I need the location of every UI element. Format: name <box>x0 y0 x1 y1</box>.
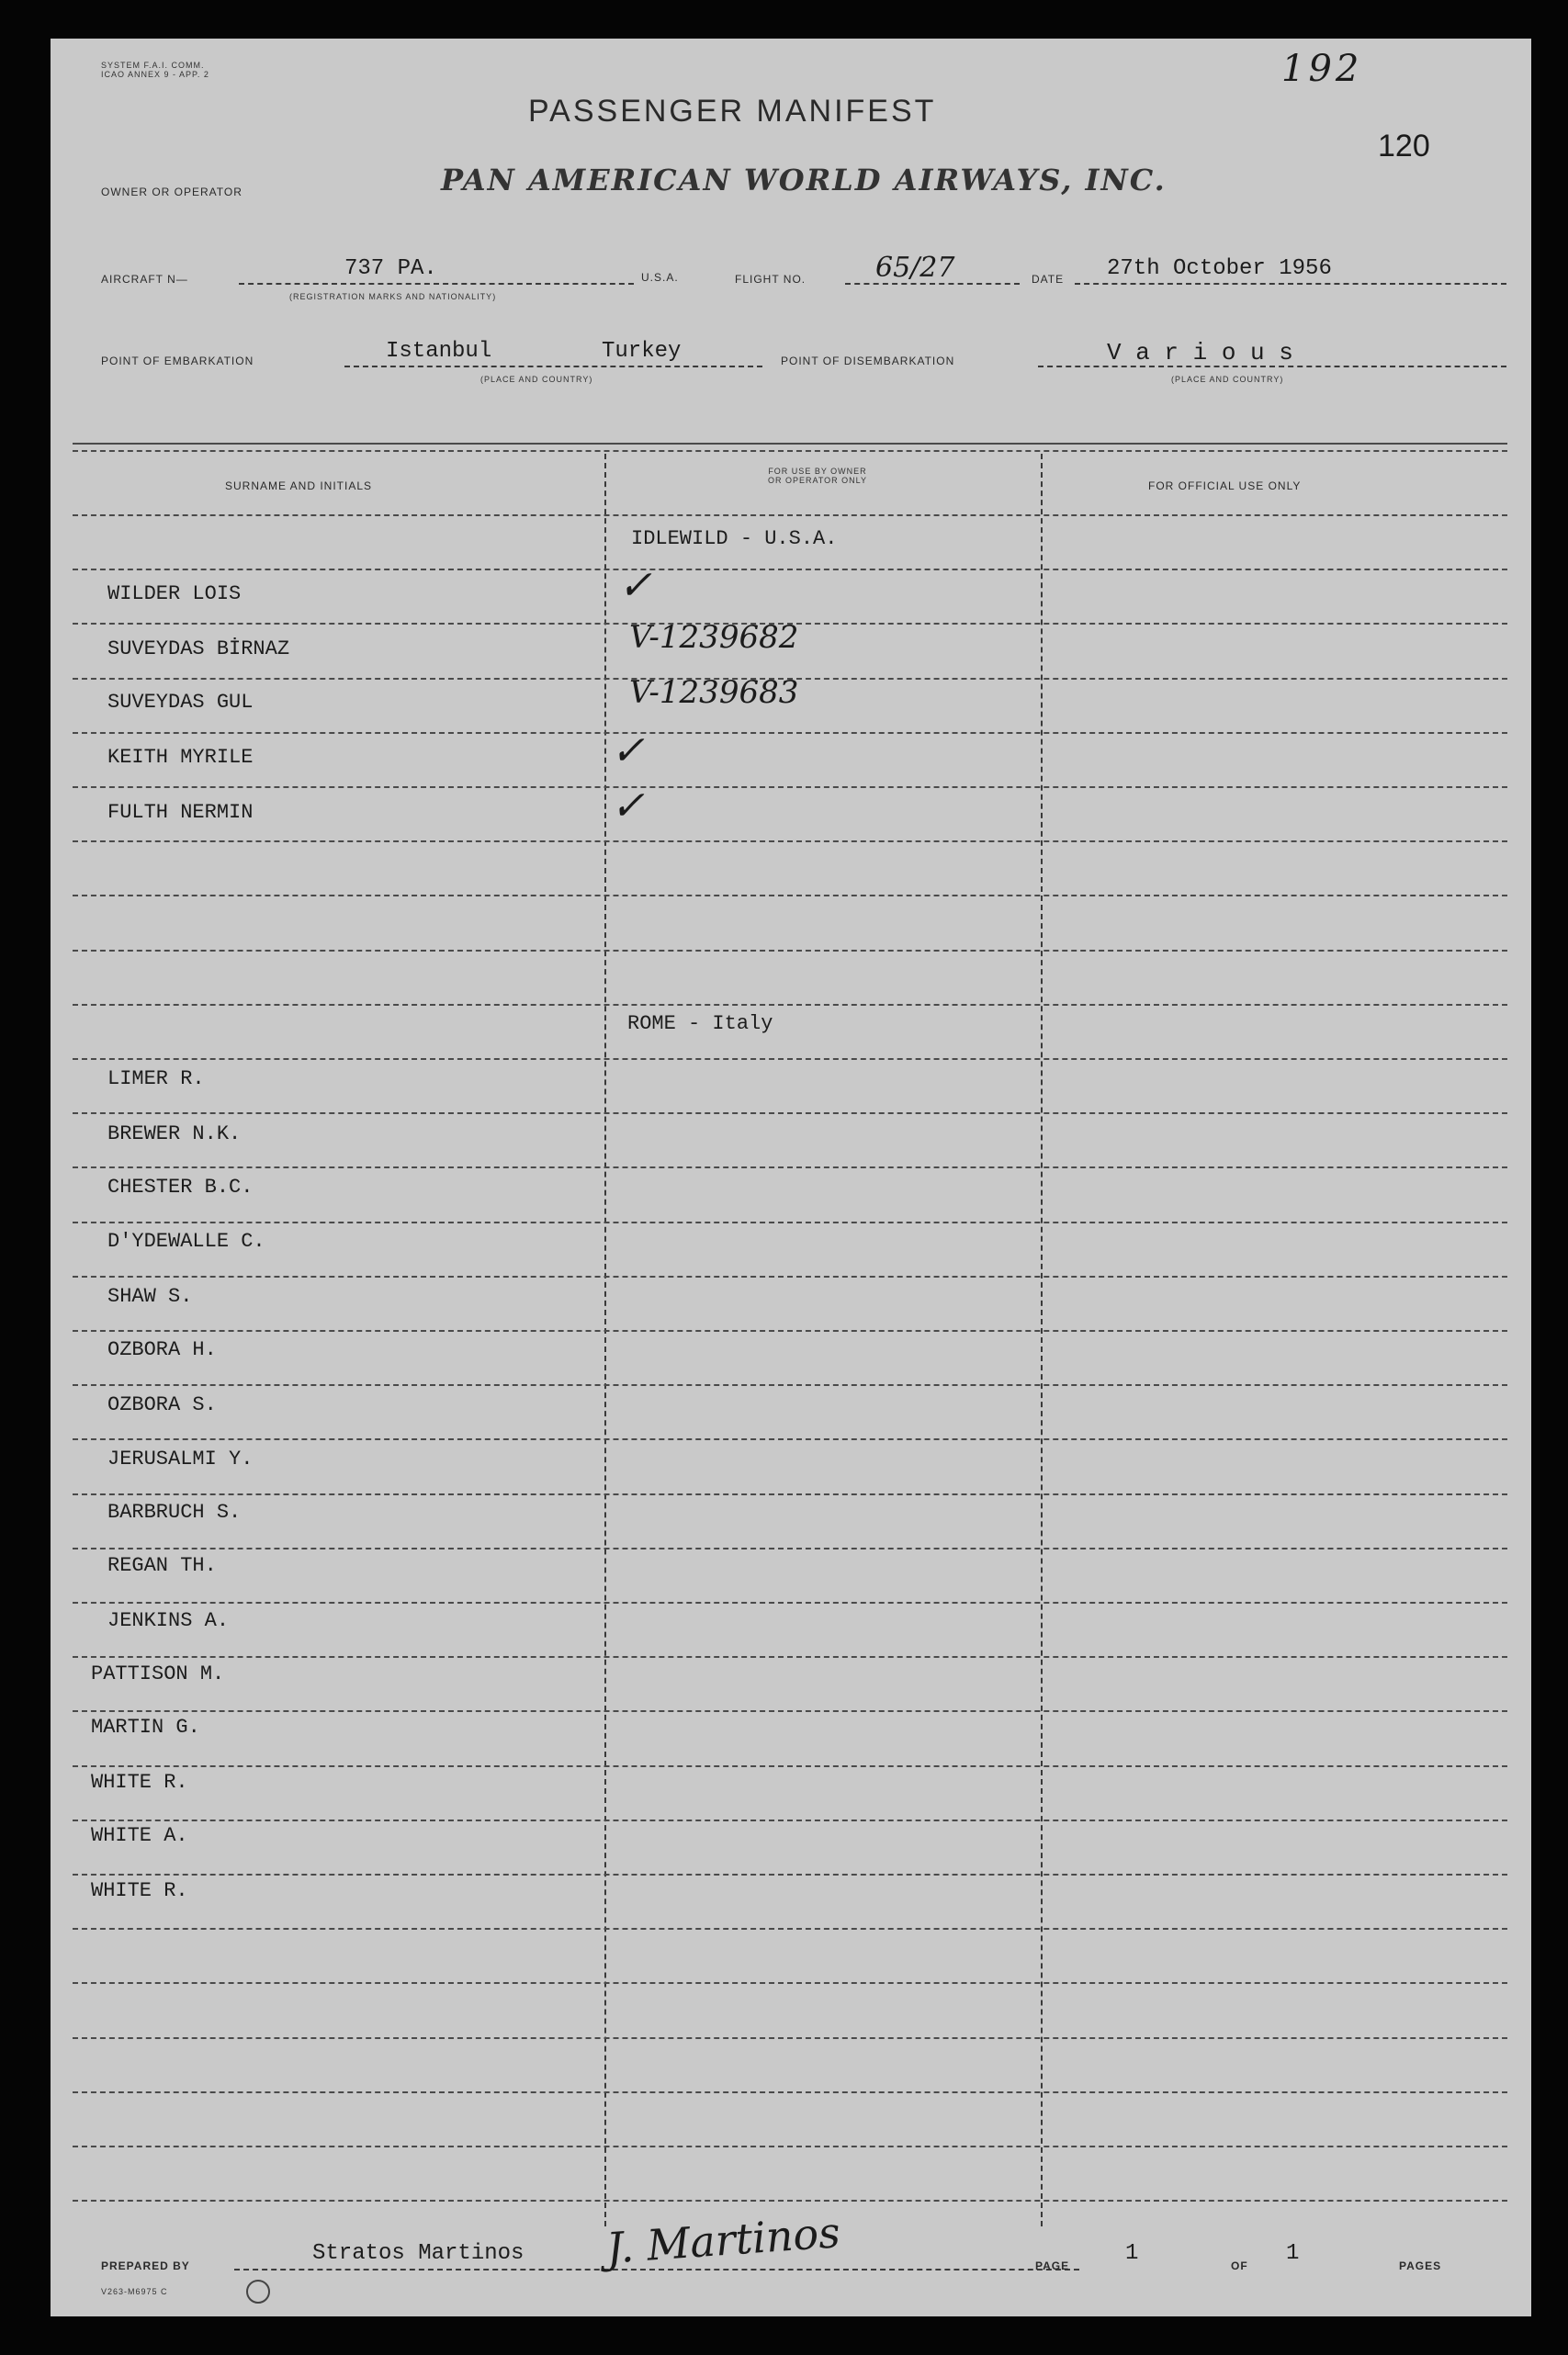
passenger-name: PATTISON M. <box>91 1662 225 1685</box>
passenger-name: KEITH MYRILE <box>107 746 254 769</box>
form-number: V263-M6975 C <box>101 2287 168 2296</box>
ruled-row-line <box>73 1276 1507 1278</box>
passenger-name: REGAN TH. <box>107 1554 217 1577</box>
disembarkation-value: V a r i o u s <box>1107 339 1293 366</box>
passenger-name: JENKINS A. <box>107 1609 230 1632</box>
signature: J. Martinos <box>604 2207 842 2273</box>
passenger-name: BARBRUCH S. <box>107 1501 242 1524</box>
passenger-name: CHESTER B.C. <box>107 1176 254 1199</box>
ruled-row-line <box>73 1928 1507 1930</box>
ruled-row-line <box>73 1820 1507 1821</box>
aircraft-label: AIRCRAFT N— <box>101 273 188 286</box>
aircraft-underline <box>239 283 634 285</box>
passenger-name: WHITE R. <box>91 1879 188 1902</box>
date-label: DATE <box>1032 273 1065 286</box>
prepared-by-label: PREPARED BY <box>101 2259 190 2272</box>
pages-label: PAGES <box>1399 2259 1442 2272</box>
date-value: 27th October 1956 <box>1107 256 1332 281</box>
of-label: OF <box>1231 2259 1248 2272</box>
registration-caption: (REGISTRATION MARKS AND NATIONALITY) <box>289 292 497 301</box>
table-top-rule <box>73 443 1507 445</box>
of-value: 1 <box>1286 2241 1300 2266</box>
handwritten-page-number: 192 <box>1281 48 1363 90</box>
ruled-row-line <box>73 732 1507 734</box>
ruled-row-line <box>73 514 1507 516</box>
ruled-row-line <box>73 1330 1507 1332</box>
page-label: PAGE <box>1035 2259 1070 2272</box>
ruled-row-line <box>73 895 1507 896</box>
ruled-row-line <box>73 1438 1507 1440</box>
passenger-name: WILDER LOIS <box>107 582 242 605</box>
passenger-name: D'YDEWALLE C. <box>107 1230 265 1253</box>
passenger-name: SUVEYDAS GUL <box>107 691 254 714</box>
ruled-row-line <box>73 786 1507 788</box>
flight-label: FLIGHT NO. <box>735 273 807 286</box>
document-title: PASSENGER MANIFEST <box>528 94 937 129</box>
ruled-row-line <box>73 1004 1507 1006</box>
destination-idlewild: IDLEWILD - U.S.A. <box>631 527 838 550</box>
passenger-name: WHITE R. <box>91 1771 188 1794</box>
ruled-row-line <box>73 1548 1507 1549</box>
flight-number: 65/27 <box>875 252 955 284</box>
passenger-name: WHITE A. <box>91 1824 188 1847</box>
passenger-name: OZBORA H. <box>107 1338 217 1361</box>
ruled-row-line <box>73 1710 1507 1712</box>
passenger-name: OZBORA S. <box>107 1393 217 1416</box>
checkmark-icon: ✓ <box>618 562 652 609</box>
passenger-name: MARTIN G. <box>91 1716 200 1739</box>
ruled-row-line <box>73 1493 1507 1495</box>
usa-label: U.S.A. <box>641 271 679 284</box>
checkmark-icon: ✓ <box>611 727 645 774</box>
passenger-name: LIMER R. <box>107 1067 205 1090</box>
form-code-block <box>101 61 248 79</box>
ruled-row-line <box>73 2146 1507 2147</box>
col-header-operator-line1: FOR USE BY OWNER <box>768 467 867 476</box>
col-header-official: FOR OFFICIAL USE ONLY <box>1148 479 1302 492</box>
flight-underline <box>845 283 1020 285</box>
checkmark-icon: ✓ <box>611 783 645 829</box>
owner-label: OWNER OR OPERATOR <box>101 186 243 198</box>
ruled-row-line <box>73 2091 1507 2093</box>
ruled-row-line <box>73 1874 1507 1876</box>
ruled-row-line <box>73 1602 1507 1604</box>
passenger-name: SHAW S. <box>107 1285 193 1308</box>
page-value: 1 <box>1125 2241 1139 2266</box>
visa-number: V-1239682 <box>629 619 799 656</box>
column-divider-1 <box>604 454 606 2226</box>
embarkation-country: Turkey <box>602 339 682 364</box>
form-code-line1: SYSTEM F.A.I. COMM. <box>101 61 205 70</box>
col-header-operator-line2: OR OPERATOR ONLY <box>767 476 868 485</box>
ruled-row-line <box>73 1656 1507 1658</box>
operator-name: PAN AMERICAN WORLD AIRWAYS, INC. <box>441 163 1167 197</box>
column-divider-2 <box>1041 454 1043 2226</box>
union-label-icon <box>246 2280 270 2304</box>
ruled-row-line <box>73 1166 1507 1168</box>
embarkation-underline <box>344 366 762 367</box>
ruled-row-line <box>73 1384 1507 1386</box>
page-number-stamp: 120 <box>1378 129 1430 163</box>
place-caption-2: (PLACE AND COUNTRY) <box>1171 375 1284 384</box>
col-header-surname: SURNAME AND INITIALS <box>225 479 373 492</box>
prepared-by-value: Stratos Martinos <box>312 2241 525 2266</box>
disembarkation-label: POINT OF DISEMBARKATION <box>781 355 955 367</box>
passenger-name: FULTH NERMIN <box>107 801 254 824</box>
manifest-sheet <box>51 39 1531 2316</box>
table-top-rule-2 <box>73 450 1507 452</box>
disembarkation-underline <box>1038 366 1506 367</box>
ruled-row-line <box>73 1765 1507 1767</box>
place-caption-1: (PLACE AND COUNTRY) <box>480 375 593 384</box>
ruled-row-line <box>73 1058 1507 1060</box>
destination-rome: ROME - Italy <box>627 1012 773 1035</box>
aircraft-value: 737 PA. <box>344 256 437 281</box>
form-code-line2: ICAO ANNEX 9 - APP. 2 <box>101 70 209 79</box>
ruled-row-line <box>73 569 1507 570</box>
passenger-name: BREWER N.K. <box>107 1122 242 1145</box>
embarkation-label: POINT OF EMBARKATION <box>101 355 254 367</box>
ruled-row-line <box>73 1982 1507 1984</box>
ruled-row-line <box>73 1222 1507 1223</box>
date-underline <box>1075 283 1506 285</box>
ruled-row-line <box>73 840 1507 842</box>
ruled-row-line <box>73 2200 1507 2202</box>
embarkation-city: Istanbul <box>386 339 492 364</box>
visa-number: V-1239683 <box>629 674 799 711</box>
passenger-name: SUVEYDAS BİRNAZ <box>107 637 290 660</box>
ruled-row-line <box>73 950 1507 952</box>
ruled-row-line <box>73 1112 1507 1114</box>
ruled-row-line <box>73 2037 1507 2039</box>
col-header-operator <box>726 467 909 485</box>
passenger-name: JERUSALMI Y. <box>107 1448 254 1470</box>
